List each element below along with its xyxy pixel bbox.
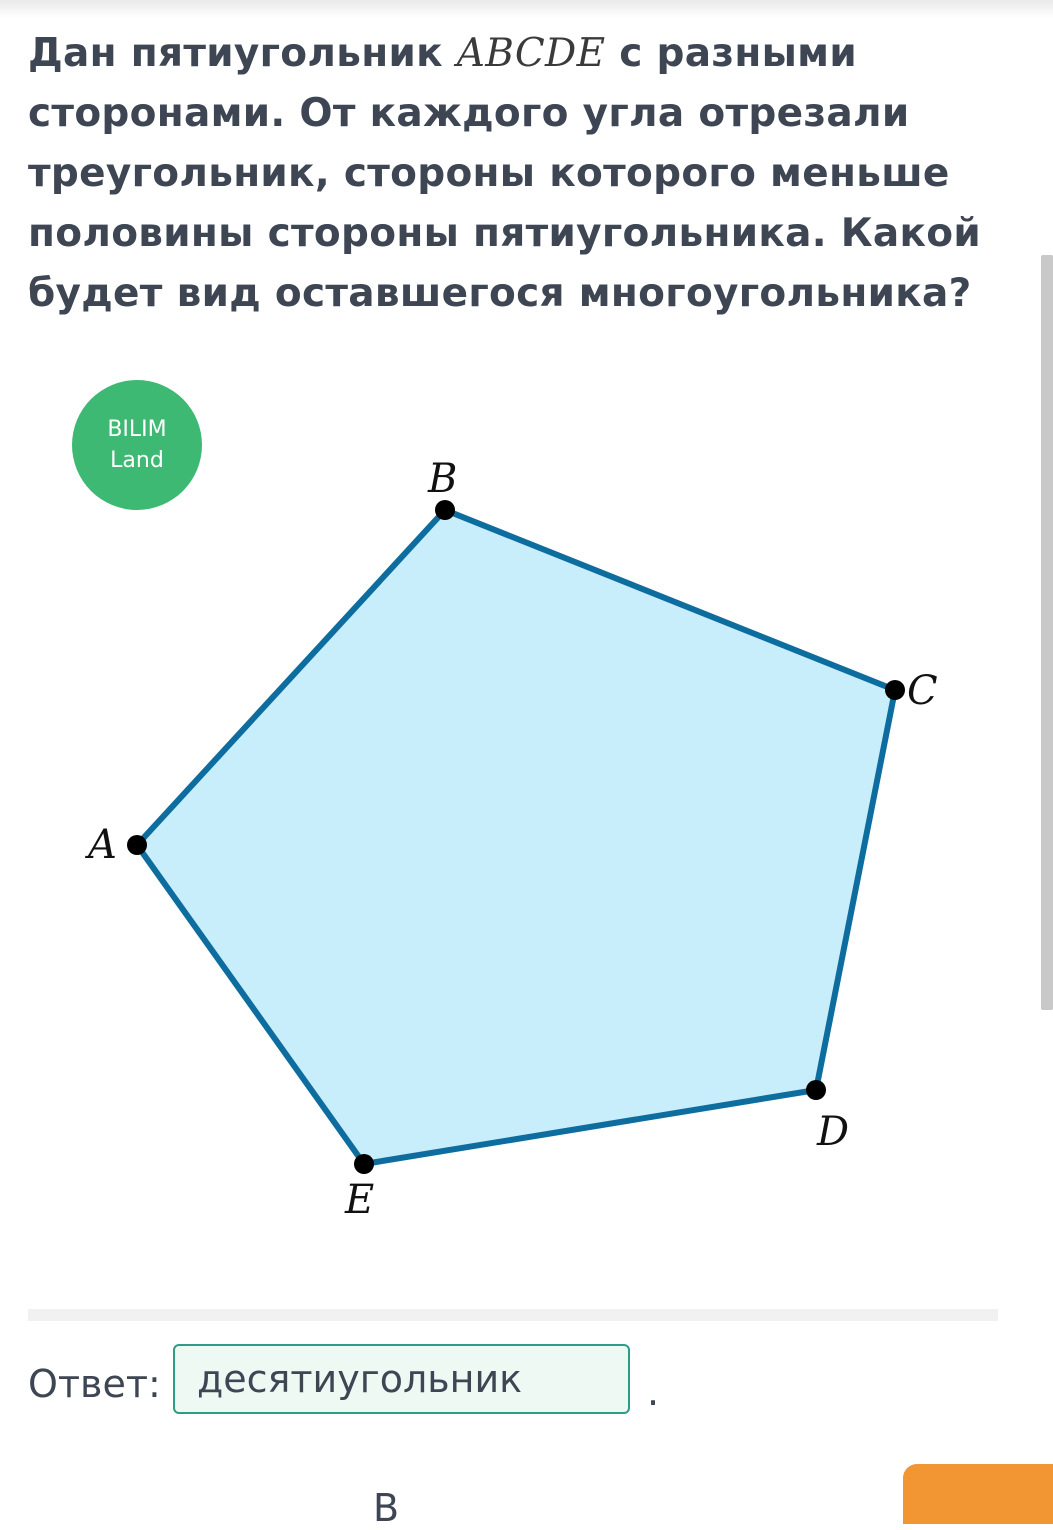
- vertex-a-point: [127, 835, 147, 855]
- vertex-c-point: [885, 680, 905, 700]
- vertex-c-label: C: [907, 668, 938, 714]
- divider: [28, 1309, 998, 1321]
- question-text-after: с разными сторонами. От каждого угла отрезали треугольник, стороны которого меньше половины стороны пятиугольника. Какой будет вид оставшегося многоугольника?: [28, 31, 981, 316]
- answer-input[interactable]: десятиугольник: [173, 1344, 630, 1414]
- submit-button[interactable]: [903, 1464, 1053, 1524]
- answer-trailing-dot: .: [647, 1370, 660, 1414]
- vertex-d-label: D: [817, 1109, 850, 1155]
- vertex-e-label: E: [345, 1177, 375, 1223]
- bottom-partial-text: В: [373, 1486, 400, 1530]
- question-text-before: Дан пятиугольник: [28, 31, 457, 76]
- vertex-e-point: [354, 1154, 374, 1174]
- vertex-a-label: A: [88, 822, 117, 868]
- pentagon-name: ABCDE: [456, 31, 606, 76]
- vertex-b-label: B: [428, 456, 458, 502]
- logo-line-1: BILIM: [107, 417, 167, 442]
- vertex-b-point: [435, 500, 455, 520]
- logo-line-2: Land: [110, 448, 164, 473]
- vertex-d-point: [806, 1080, 826, 1100]
- pentagon-shape: [137, 510, 895, 1164]
- answer-label: Ответ:: [28, 1362, 161, 1406]
